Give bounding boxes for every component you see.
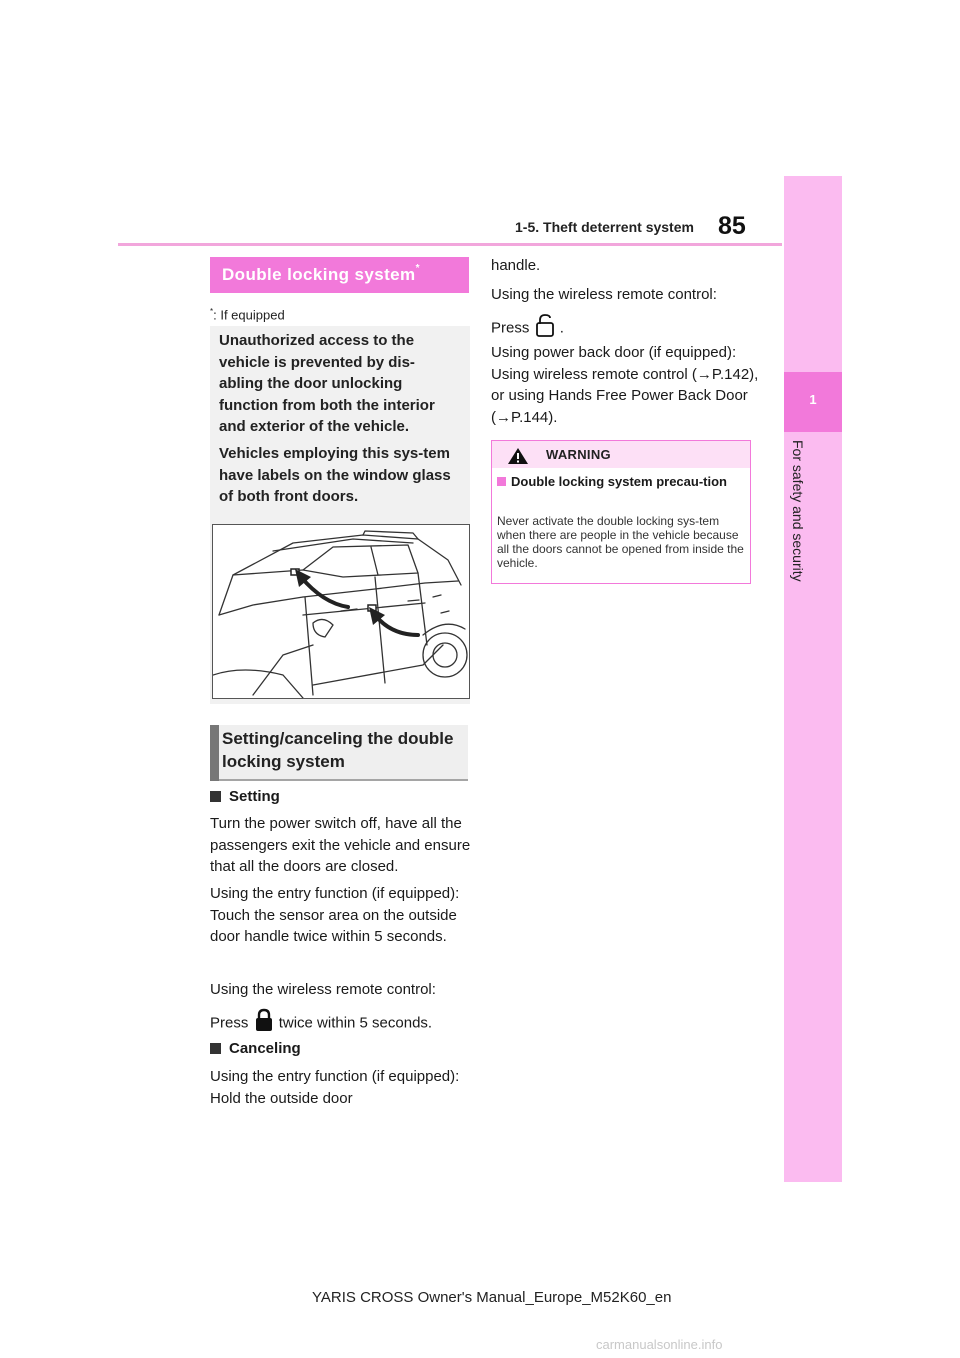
car-illustration-svg	[213, 525, 469, 698]
press-unlock-suffix: .	[559, 319, 564, 337]
header-divider	[118, 243, 782, 246]
press-lock-suffix: twice within 5 seconds.	[278, 1014, 433, 1032]
watermark: carmanualsonline.info	[596, 1337, 723, 1352]
intro-paragraph-1: Unauthorized access to the vehicle is prevented by dis-abling the door unlocking function from both the interior and exterior of the vehicle.	[219, 332, 435, 436]
canceling-paragraph-3: Using power back door (if equipped): Using wireless remote control (→P.142), or using Hands Free Power Back Door (→P.144).	[491, 344, 759, 426]
intro-paragraph-2: Vehicles employing this sys-tem have labels on the window glass of both front doors.	[219, 445, 451, 506]
setting-paragraph-1: Turn the power switch off, have all the passengers exit the vehicle and ensure that all the doors are closed.	[210, 815, 471, 876]
setting-canceling-heading: Setting/canceling the double locking system	[222, 729, 454, 771]
car-door-label-illustration	[212, 524, 470, 699]
square-bullet-icon	[210, 1043, 221, 1054]
press-word: Press	[210, 1014, 249, 1032]
footnote-text: : If equipped	[213, 307, 285, 323]
warning-triangle-icon	[507, 447, 529, 470]
section-title: 1-5. Theft deterrent system	[515, 219, 694, 235]
canceling-paragraph-1: Using the entry function (if equipped): Hold the outside door	[210, 1068, 460, 1107]
warning-text: Never activate the double locking sys-tem when there are people in the vehicle because all the doors cannot be opened from inside the vehicle.	[497, 514, 744, 570]
double-locking-heading-label: Double locking system	[222, 265, 416, 284]
square-bullet-icon	[497, 477, 506, 486]
heading-footnote-mark: *	[415, 263, 420, 275]
canceling-paragraph-2: Using the wireless remote control:	[491, 286, 717, 303]
setting-canceling-heading-accent	[210, 725, 219, 781]
canceling-subheading-label: Canceling	[229, 1040, 301, 1057]
padlock-open-icon	[534, 313, 556, 344]
canceling-paragraph-1-continued: handle.	[491, 257, 541, 274]
padlock-closed-icon	[253, 1008, 275, 1039]
warning-header	[492, 441, 750, 468]
square-bullet-icon	[210, 791, 221, 802]
press-word: Press	[491, 319, 530, 337]
footnote	[210, 307, 285, 322]
footnote-mark: *	[210, 307, 214, 316]
chapter-label: For safety and security	[790, 440, 806, 582]
setting-paragraph-2: Using the entry function (if equipped): Touch the sensor area on the outside door handle twice within 5 seconds.	[210, 885, 460, 946]
press-lock-instruction	[210, 1008, 432, 1039]
manual-footer: YARIS CROSS Owner's Manual_Europe_M52K60_en	[312, 1289, 672, 1306]
chapter-side-tab	[784, 176, 842, 1182]
warning-title: WARNING	[546, 447, 611, 462]
double-locking-heading	[222, 265, 420, 285]
warning-subheading-label: Double locking system precau-tion	[511, 474, 727, 489]
setting-paragraph-3: Using the wireless remote control:	[210, 981, 436, 998]
setting-subheading	[210, 788, 280, 805]
chapter-number: 1	[809, 392, 817, 407]
page-number: 85	[718, 212, 746, 240]
warning-subheading	[497, 474, 742, 490]
press-unlock-instruction	[491, 313, 564, 344]
setting-subheading-label: Setting	[229, 788, 280, 805]
canceling-subheading	[210, 1040, 301, 1057]
